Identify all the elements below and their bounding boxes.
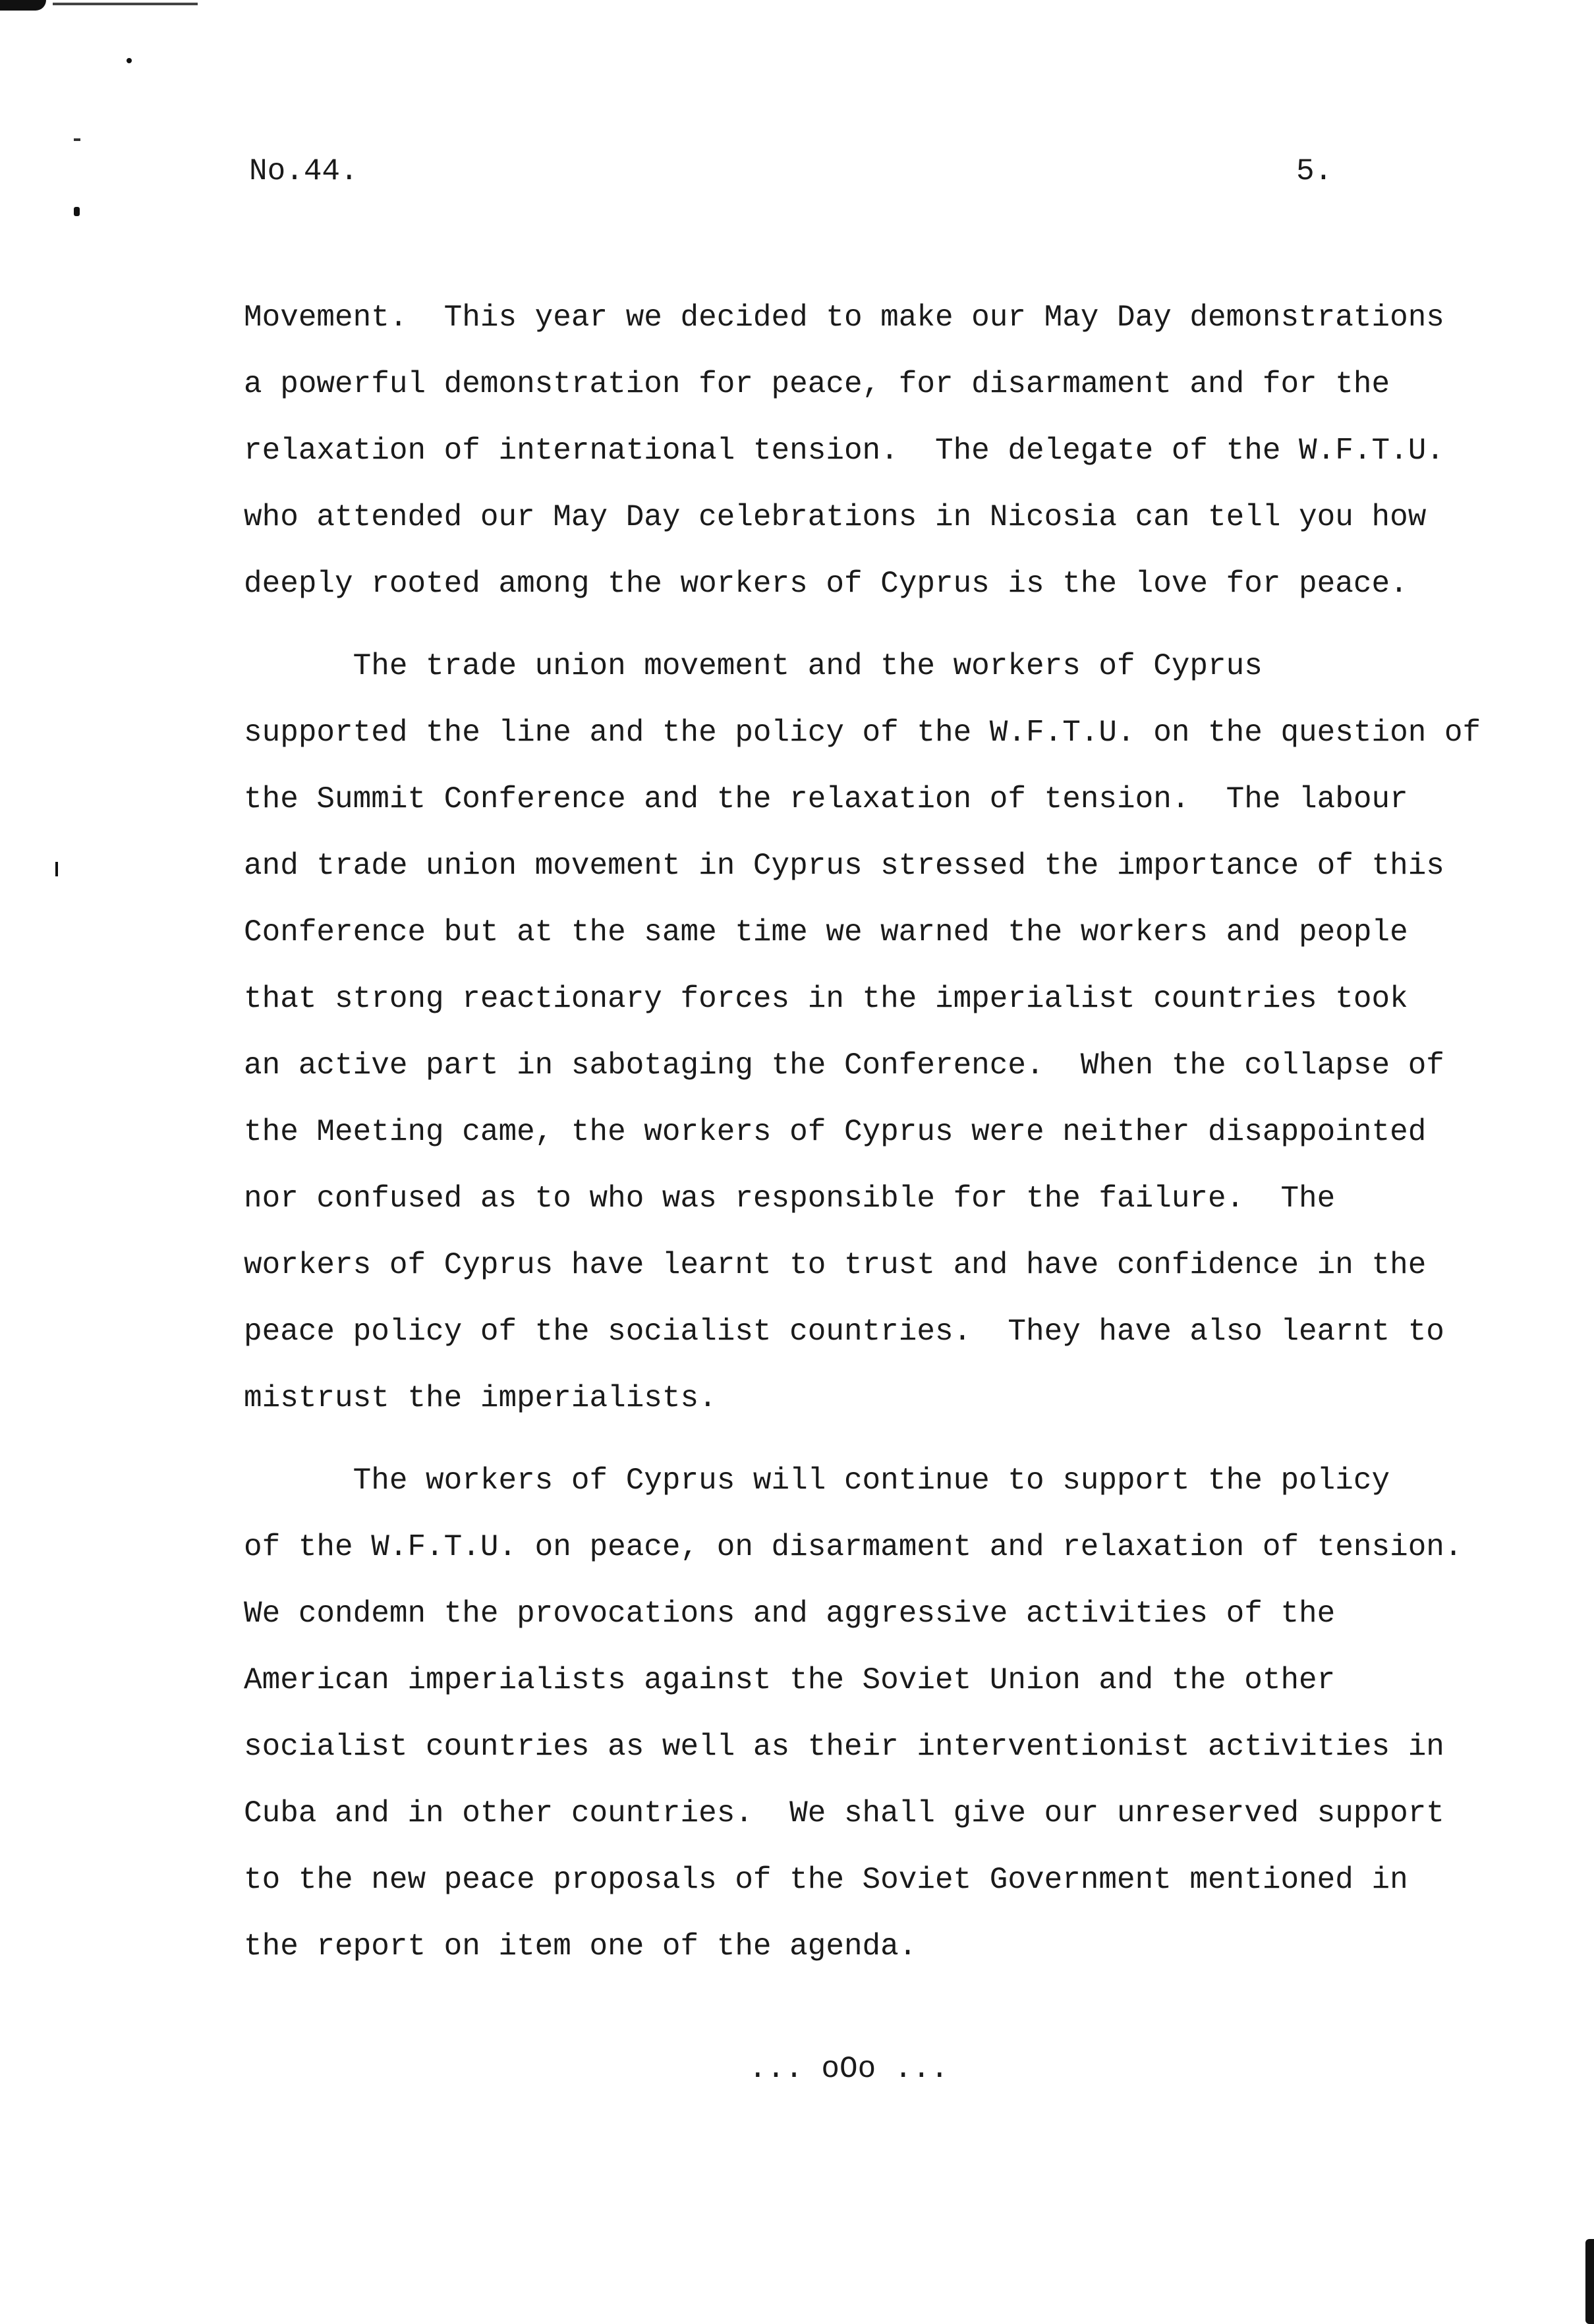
scan-artifact-top-left: [0, 0, 46, 11]
text-line: We condemn the provocations and aggressive activities of the: [244, 1597, 1336, 1631]
scan-artifact-dot-3: [74, 207, 80, 216]
text-line: of the W.F.T.U. on peace, on disarmament and relaxation of tension.: [244, 1530, 1463, 1564]
end-mark: ... oOo ...: [749, 2052, 949, 2086]
text-line: socialist countries as well as their interventionist activities in: [244, 1730, 1444, 1764]
text-line: and trade union movement in Cyprus stressed the importance of this: [244, 849, 1444, 883]
scan-artifact-dot-2: [74, 138, 80, 141]
paragraph: [244, 633, 1588, 1432]
text-line: workers of Cyprus have learnt to trust and have confidence in the: [244, 1248, 1427, 1282]
scan-artifact-dot-1: [127, 58, 132, 63]
text-line: who attended our May Day celebrations in Nicosia can tell you how: [244, 500, 1427, 534]
text-line: that strong reactionary forces in the imperialist countries took: [244, 982, 1408, 1016]
text-line: a powerful demonstration for peace, for disarmament and for the: [244, 367, 1390, 401]
paragraph-gap: [244, 617, 1588, 633]
scan-artifact-top-left-specks: [53, 3, 198, 5]
paragraph: [244, 285, 1588, 617]
text-line: nor confused as to who was responsible for the failure. The: [244, 1181, 1336, 1216]
paragraph: [244, 1448, 1588, 1980]
text-line: to the new peace proposals of the Soviet Government mentioned in: [244, 1863, 1408, 1897]
text-line: deeply rooted among the workers of Cyprus is the love for peace.: [244, 567, 1408, 601]
text-line: the report on item one of the agenda.: [244, 1929, 917, 1964]
text-line: the Summit Conference and the relaxation of tension. The labour: [244, 782, 1408, 816]
text-line: American imperialists against the Soviet Union and the other: [244, 1663, 1336, 1697]
text-line: peace policy of the socialist countries. They have also learnt to: [244, 1315, 1444, 1349]
text-line: Movement. This year we decided to make our May Day demonstrations: [244, 300, 1444, 335]
scan-artifact-tick: [55, 862, 58, 876]
text-line: mistrust the imperialists.: [244, 1381, 717, 1415]
document-number: No.44.: [249, 154, 358, 188]
paragraph-gap: [244, 1432, 1588, 1448]
text-line: an active part in sabotaging the Conference. When the collapse of: [244, 1048, 1444, 1083]
text-line: The trade union movement and the workers of Cyprus: [244, 649, 1263, 683]
scan-artifact-bottom-right: [1585, 2239, 1594, 2324]
text-line: relaxation of international tension. The delegate of the W.F.T.U.: [244, 434, 1444, 468]
text-line: Cuba and in other countries. We shall give our unreserved support: [244, 1796, 1444, 1830]
text-line: The workers of Cyprus will continue to support the policy: [244, 1463, 1390, 1498]
text-line: supported the line and the policy of the W.F.T.U. on the question of: [244, 716, 1481, 750]
text-line: the Meeting came, the workers of Cyprus were neither disappointed: [244, 1115, 1427, 1149]
page-number: 5.: [1296, 154, 1333, 188]
text-line: Conference but at the same time we warned the workers and people: [244, 915, 1408, 949]
body-text: [244, 285, 1588, 1980]
